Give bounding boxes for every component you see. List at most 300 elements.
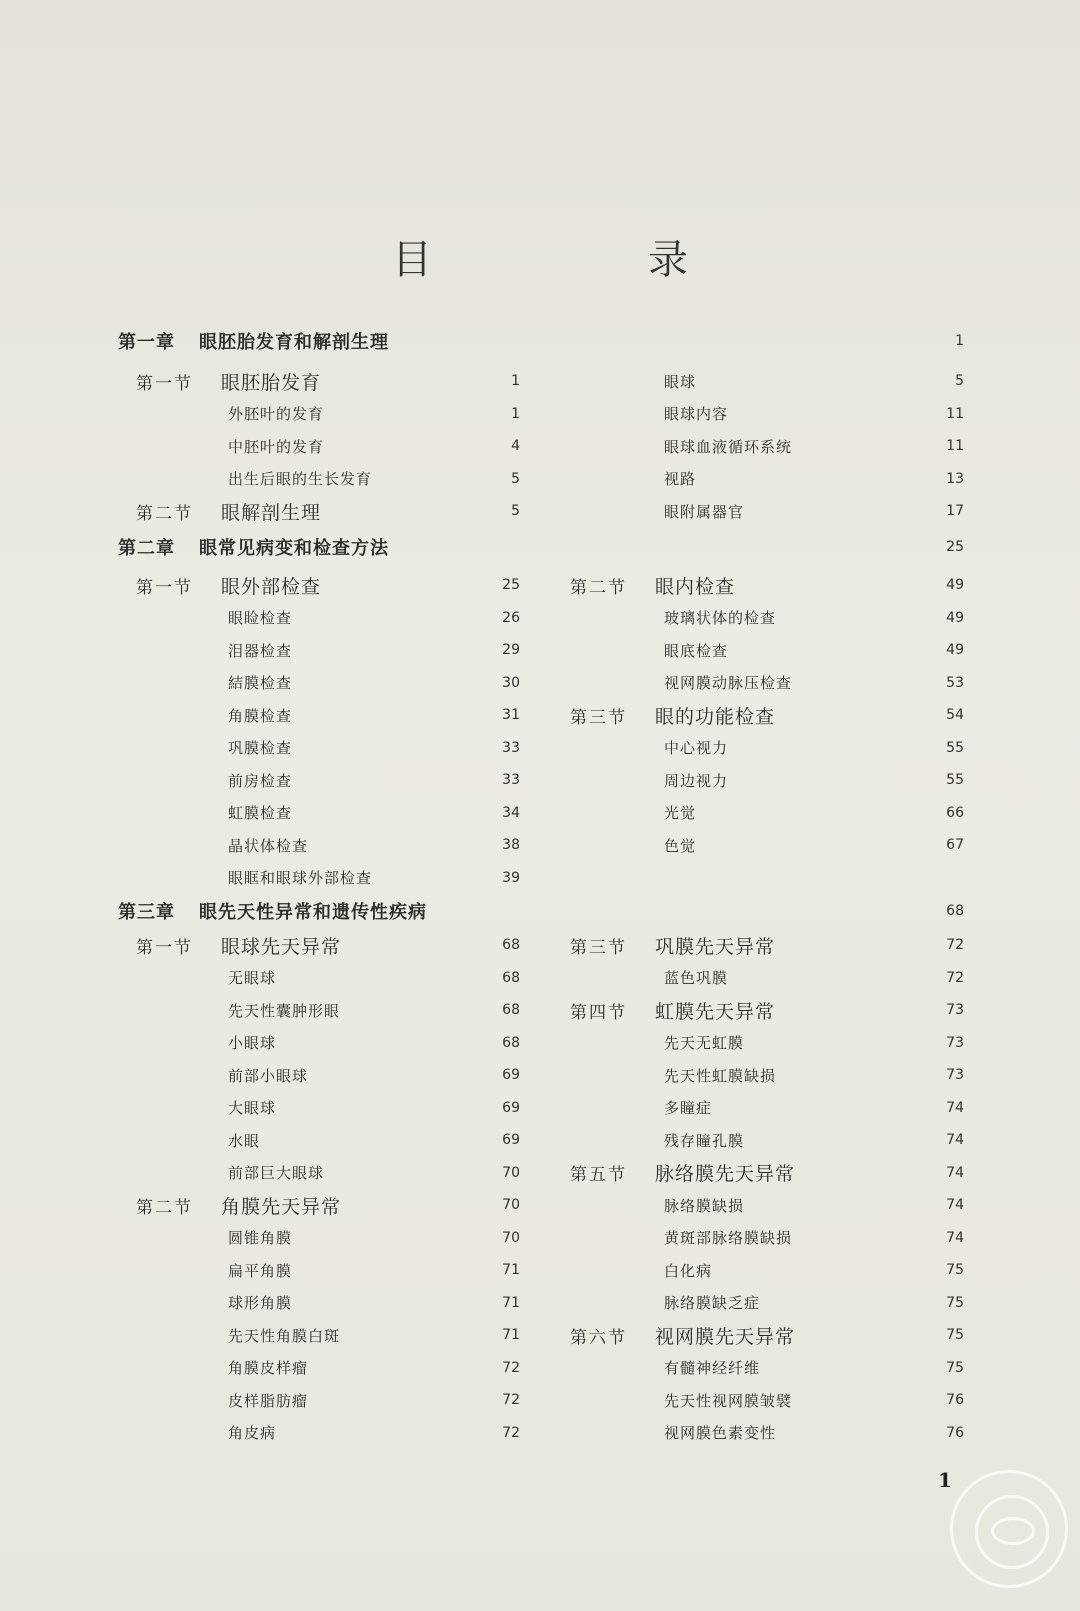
section-entry[interactable] [570,1320,964,1350]
subsection-entry[interactable] [664,668,964,698]
entry-label [664,1195,744,1216]
section-entry[interactable] [570,570,964,600]
section-number: 第二节 [570,577,627,598]
page-number: 1 [938,1468,952,1492]
page-ref: 71 [502,1294,520,1311]
dot-leader [343,1002,499,1018]
entry-title: 眼胚胎发育和解剖生理 [199,332,389,353]
dot-leader [311,1360,499,1376]
entry-label [228,1422,276,1443]
subsection-entry[interactable] [664,635,964,665]
page-ref: 68 [946,903,964,919]
page-ref: 33 [502,739,520,756]
entry-label [664,737,728,758]
entry-label [228,1227,292,1248]
entry-label [228,1065,308,1086]
dot-leader [779,610,943,626]
page-ref: 73 [946,1067,964,1083]
entry-label [664,1130,744,1151]
dot-leader [375,870,499,886]
page-ref: 30 [502,674,520,691]
subsection-entry[interactable] [228,1028,520,1058]
entry-label [228,1325,340,1346]
entry-label [228,1130,260,1151]
dot-leader [375,471,508,487]
dot-leader [327,406,508,422]
page-ref: 76 [946,1392,964,1408]
dot-leader [699,373,952,389]
subsection-entry[interactable] [664,1353,964,1383]
dot-leader [778,1002,943,1018]
page-ref: 11 [946,438,964,454]
entry-title: 眼的功能检查 [655,705,776,728]
page-ref: 68 [502,1034,520,1051]
entry-label [228,1000,340,1021]
subsection-entry[interactable] [664,1418,964,1448]
entry-title: 角皮病 [228,1424,277,1442]
entry-label [228,640,292,661]
dot-leader [279,970,499,986]
entry-title: 大眼球 [228,1099,277,1117]
entry-label [228,705,292,726]
dot-leader [798,1165,943,1181]
page-ref: 1 [511,405,520,422]
dot-leader [343,1327,499,1343]
entry-title: 视网膜动脉压检查 [664,674,793,692]
entry-title: 眼胚胎发育 [221,371,322,394]
entry-label [570,572,735,599]
subsection-entry[interactable] [664,1060,964,1090]
section-number: 第一节 [136,373,193,394]
dot-leader [279,1100,499,1116]
entry-label [118,898,427,924]
page-ref: 72 [946,969,964,986]
dot-leader [731,406,943,422]
subsection-entry[interactable] [664,798,964,828]
dot-leader [731,772,943,788]
dot-leader [311,1067,499,1083]
subsection-entry[interactable] [664,963,964,993]
entry-title: 蓝色巩膜 [664,969,729,987]
entry-title: 视网膜先天异常 [655,1325,796,1348]
subsection-entry[interactable] [228,464,520,494]
dot-leader [327,438,508,454]
entry-label [664,640,728,661]
entry-label [136,572,321,599]
subsection-entry[interactable] [228,733,520,763]
entry-label [664,967,728,988]
entry-label [664,436,792,457]
page-ref: 75 [946,1262,964,1278]
entry-label [228,1292,292,1313]
subsection-entry[interactable] [664,733,964,763]
dot-leader [795,675,943,691]
subsection-entry[interactable] [664,1125,964,1155]
page-ref: 70 [502,1164,520,1181]
entry-title: 結膜检查 [228,674,293,692]
entry-title: 水眼 [228,1131,261,1150]
entry-label [228,403,324,424]
page-ref: 66 [946,804,964,821]
section-entry[interactable] [136,1190,520,1220]
entry-label [228,1260,292,1281]
chapter-entry[interactable] [118,896,964,926]
entry-title: 角膜皮样瘤 [228,1359,309,1377]
dot-leader [327,1165,499,1181]
dot-leader [295,805,499,821]
entry-title: 晶状体检查 [228,836,309,855]
subsection-entry[interactable] [228,1353,520,1383]
page-ref: 71 [502,1262,520,1278]
entry-title: 眼底检查 [664,641,729,660]
page-ref: 71 [502,1327,520,1343]
page-ref: 74 [946,1197,964,1213]
dot-leader [311,837,499,853]
dot-leader [279,1035,499,1051]
page-ref: 39 [502,869,520,886]
subsection-entry[interactable] [664,1028,964,1058]
dot-leader [738,577,943,593]
page-ref: 68 [502,1002,520,1018]
entry-label [664,1292,760,1313]
entry-title: 角膜先天异常 [221,1195,342,1218]
entry-label [228,672,292,693]
entry-label [664,1032,744,1053]
subsection-entry[interactable] [228,798,520,828]
subsection-entry[interactable] [664,399,964,429]
section-number: 第一节 [136,937,193,958]
dot-leader [763,1295,943,1311]
subsection-entry[interactable] [664,603,964,633]
subsection-entry[interactable] [228,963,520,993]
entry-title: 虹膜检查 [228,804,293,822]
section-entry[interactable] [136,496,520,526]
dot-leader [731,970,943,986]
page-ref: 34 [502,804,520,821]
page-ref: 53 [946,674,964,691]
page-ref: 49 [946,642,964,658]
entry-title: 巩膜先天异常 [655,935,776,958]
subsection-entry[interactable] [664,464,964,494]
entry-label [664,672,792,693]
entry-title: 脉络膜先天异常 [655,1163,796,1185]
dot-leader [295,610,499,626]
entry-label [570,702,775,729]
subsection-entry[interactable] [664,1288,964,1318]
entry-label [664,1097,712,1118]
entry-title: 先天性视网膜皱襞 [664,1391,793,1410]
page-ref: 75 [946,1359,964,1376]
entry-title: 前房检查 [228,771,293,790]
page-ref: 54 [946,707,964,723]
subsection-entry[interactable] [228,1093,520,1123]
subsection-entry[interactable] [664,496,964,526]
section-entry[interactable] [570,930,964,960]
dot-leader [295,1295,499,1311]
entry-label [664,1260,712,1281]
entry-title: 巩膜检查 [228,739,293,757]
subsection-entry[interactable] [664,366,964,396]
subsection-entry[interactable] [664,765,964,795]
subsection-entry[interactable] [228,1060,520,1090]
page-ref: 74 [946,1099,964,1116]
dot-leader [344,1197,499,1213]
entry-label [664,371,696,392]
page-ref: 75 [946,1294,964,1311]
entry-label [664,1357,760,1378]
page-ref: 26 [502,609,520,626]
subsection-entry[interactable] [228,431,520,461]
entry-title: 虹膜先天异常 [655,1000,776,1023]
dot-leader [779,1425,943,1441]
dot-leader [747,1197,943,1213]
subsection-entry[interactable] [228,830,520,860]
page-ref: 55 [946,772,964,788]
subsection-entry[interactable] [228,1320,520,1350]
subsection-entry[interactable] [664,830,964,860]
subsection-entry[interactable] [664,1385,964,1415]
dot-leader [731,740,943,756]
section-entry[interactable] [136,930,520,960]
subsection-entry[interactable] [228,1385,520,1415]
dot-leader [795,1230,943,1246]
entry-title: 先天性虹膜缺损 [664,1066,777,1085]
entry-title: 中胚叶的发育 [228,437,325,456]
entry-title: 先天性囊肿形眼 [228,1001,341,1020]
entry-title: 外胚叶的发育 [228,405,325,423]
entry-title: 无眼球 [228,969,277,987]
subsection-entry[interactable] [228,1158,520,1188]
dot-leader [311,1392,499,1408]
entry-title: 周边视力 [664,771,729,790]
dot-leader [430,903,943,919]
entry-title: 色觉 [664,836,697,855]
dot-leader [747,1035,943,1051]
dot-leader [295,1230,499,1246]
entry-title: 眼内检查 [655,575,736,598]
subsection-entry[interactable] [228,995,520,1025]
dot-leader [295,675,499,691]
page-title: 目 录 [392,237,776,283]
subsection-entry[interactable] [664,1190,964,1220]
subsection-entry[interactable] [228,1418,520,1448]
entry-title: 多瞳症 [664,1099,713,1117]
dot-leader [324,373,508,389]
page-ref: 76 [946,1424,964,1441]
entry-label [228,607,292,628]
page-ref: 72 [946,937,964,953]
entry-label [136,1192,341,1219]
page-ref: 29 [502,642,520,658]
page-ref: 75 [946,1327,964,1343]
page-ref: 33 [502,772,520,788]
page-ref: 38 [502,837,520,853]
dot-leader [263,1132,499,1148]
subsection-entry[interactable] [228,1255,520,1285]
entry-label [136,368,321,395]
subsection-entry[interactable] [228,1288,520,1318]
page-ref: 70 [502,1197,520,1213]
entry-label [664,607,776,628]
dot-leader [295,707,499,723]
entry-label [228,867,372,888]
dot-leader [392,333,952,349]
entry-label [118,534,389,560]
subsection-entry[interactable] [664,431,964,461]
page-ref: 74 [946,1164,964,1181]
section-number: 第六节 [570,1327,627,1348]
subsection-entry[interactable] [228,700,520,730]
entry-title: 眼球先天异常 [221,935,342,958]
page-ref: 67 [946,837,964,853]
subsection-entry[interactable] [228,635,520,665]
entry-label [570,932,775,959]
entry-title: 角膜检查 [228,706,293,725]
dot-leader [747,1132,943,1148]
entry-label [664,468,696,489]
entry-title: 眼附属器官 [664,502,745,521]
entry-title: 先天无虹膜 [664,1034,745,1052]
section-number: 第三节 [570,937,627,958]
dot-leader [295,1262,499,1278]
entry-title: 出生后眼的生长发育 [228,470,373,488]
page-ref: 72 [502,1359,520,1376]
museum-watermark-logo [950,1470,1068,1588]
entry-label [228,1097,276,1118]
page-ref: 69 [502,1099,520,1116]
eye-icon [991,1517,1035,1545]
subsection-entry[interactable] [664,1223,964,1253]
entry-label [664,1422,776,1443]
entry-title: 玻璃状体的检查 [664,609,777,627]
entry-title: 眼先天性异常和遗传性疾病 [199,902,427,923]
entry-label [228,1032,276,1053]
subsection-entry[interactable] [228,668,520,698]
entry-label [570,997,775,1024]
dot-leader [344,937,499,953]
entry-label [664,1227,792,1248]
entry-title: 视网膜色素变性 [664,1424,777,1442]
dot-leader [779,1067,943,1083]
subsection-entry[interactable] [228,863,520,893]
page-ref: 4 [511,438,520,454]
section-entry[interactable] [570,995,964,1025]
section-number: 第五节 [570,1165,627,1185]
entry-label [664,501,744,522]
entry-label [664,835,696,856]
entry-title: 眼外部检查 [221,575,322,598]
page-ref: 74 [946,1132,964,1148]
page-ref: 72 [502,1392,520,1408]
entry-label [228,737,292,758]
entry-title: 球形角膜 [228,1294,293,1312]
dot-leader [798,1327,943,1343]
dot-leader [795,438,943,454]
page-ref: 68 [502,937,520,953]
chapter-number: 第二章 [118,538,175,559]
entry-title: 光觉 [664,804,697,822]
entry-label [228,802,292,823]
entry-title: 白化病 [664,1261,713,1280]
section-number: 第一节 [136,577,193,598]
subsection-entry[interactable] [228,1125,520,1155]
section-number: 第二节 [136,503,193,524]
section-number: 第二节 [136,1197,193,1218]
entry-label [228,835,308,856]
entry-title: 脉络膜缺损 [664,1196,745,1215]
entry-title: 皮样脂肪瘤 [228,1391,309,1410]
dot-leader [699,805,943,821]
section-entry[interactable] [136,366,520,396]
section-entry[interactable] [136,570,520,600]
dot-leader [778,937,943,953]
entry-title: 眼解剖生理 [221,501,322,524]
entry-label [228,1162,324,1183]
dot-leader [699,837,943,853]
subsection-entry[interactable] [228,1223,520,1253]
entry-label [228,1357,308,1378]
dot-leader [731,642,943,658]
page-ref: 5 [511,470,520,487]
entry-title: 有髓神经纤维 [664,1359,761,1377]
page-ref: 17 [946,503,964,519]
dot-leader [795,1392,943,1408]
chapter-entry[interactable] [118,532,964,562]
entry-title: 眼睑检查 [228,609,293,627]
subsection-entry[interactable] [228,603,520,633]
entry-label [228,967,276,988]
section-number: 第三节 [570,707,627,728]
entry-title: 先天性角膜白斑 [228,1326,341,1345]
entry-label [570,1159,795,1186]
dot-leader [763,1360,943,1376]
page-ref: 69 [502,1067,520,1083]
dot-leader [324,503,508,519]
dot-leader [778,707,943,723]
chapter-entry[interactable] [118,326,964,356]
chapter-number: 第三章 [118,902,175,923]
subsection-entry[interactable] [228,765,520,795]
subsection-entry[interactable] [664,1255,964,1285]
page-ref: 73 [946,1002,964,1018]
entry-title: 扁平角膜 [228,1261,293,1280]
page-ref: 55 [946,739,964,756]
dot-leader [392,539,943,555]
dot-leader [295,642,499,658]
dot-leader [295,772,499,788]
entry-label [664,403,728,424]
dot-leader [295,740,499,756]
entry-label [664,770,728,791]
entry-title: 眼球内容 [664,405,729,423]
section-entry[interactable] [570,1158,964,1188]
page-ref: 11 [946,405,964,422]
subsection-entry[interactable] [664,1093,964,1123]
section-entry[interactable] [570,700,964,730]
dot-leader [715,1100,943,1116]
entry-label [136,498,321,525]
subsection-entry[interactable] [228,399,520,429]
page-ref: 13 [946,470,964,487]
entry-title: 黄斑部脉络膜缺损 [664,1229,793,1247]
section-number: 第四节 [570,1002,627,1023]
dot-leader [715,1262,943,1278]
entry-title: 眼常见病变和检查方法 [199,538,389,559]
dot-leader [747,503,943,519]
page-ref: 73 [946,1034,964,1051]
entry-label [118,328,389,354]
entry-label [228,770,292,791]
